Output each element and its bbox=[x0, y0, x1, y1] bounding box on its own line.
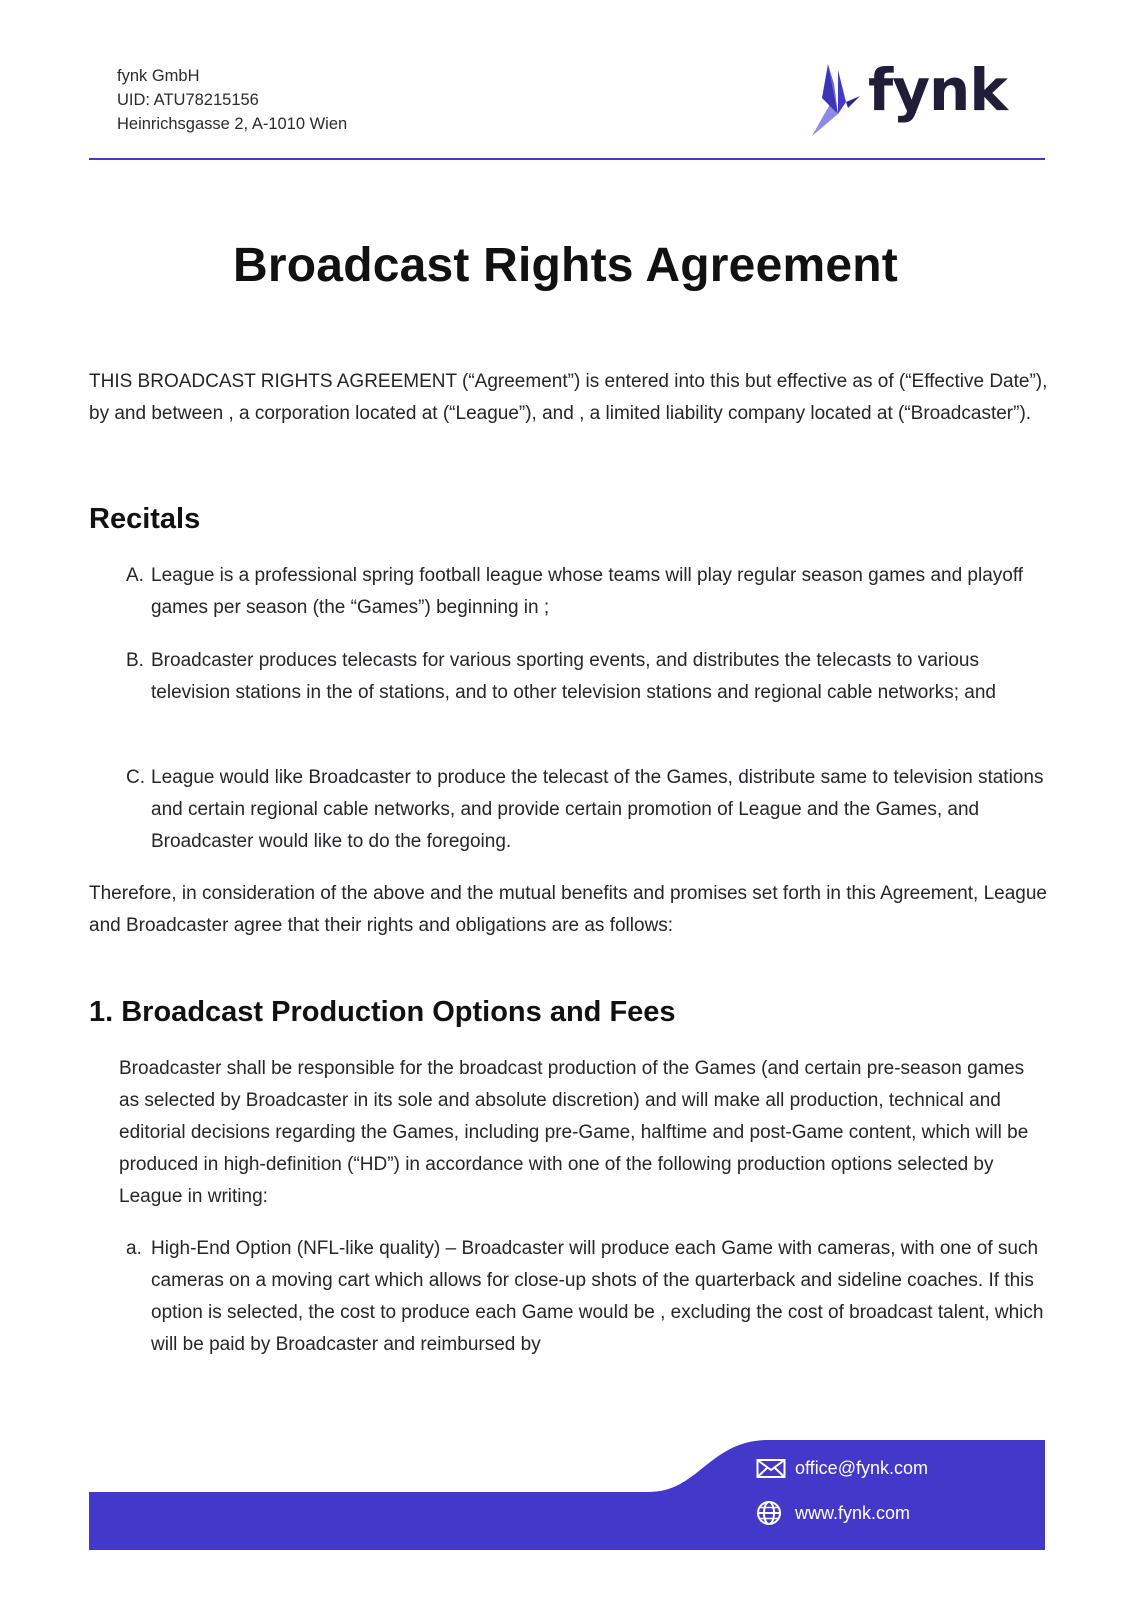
recital-text: League is a professional spring football league whose teams will play regular season games and playoff games per season (the “Games”) beginning in ; bbox=[151, 565, 1024, 618]
company-address: Heinrichsgasse 2, A-1010 Wien bbox=[117, 115, 348, 133]
option-marker: a. bbox=[126, 1238, 142, 1259]
company-name: fynk GmbH bbox=[117, 67, 200, 85]
envelope-icon bbox=[756, 1456, 786, 1480]
recital-item bbox=[124, 762, 1044, 858]
fynk-logo bbox=[808, 56, 1008, 142]
footer-website[interactable] bbox=[756, 1501, 1006, 1525]
recital-text: League would like Broadcaster to produce the telecast of the Games, distribute same to television stations and certain regional cable networks, and provide certain promotion of League and the Games, and Broadcaster would like to do the foregoing. bbox=[151, 767, 1044, 852]
document-title: Broadcast Rights Agreement bbox=[233, 239, 898, 292]
recital-item bbox=[124, 560, 1044, 624]
recital-text: Broadcaster produces telecasts for various sporting events, and distributes the telecasts to various television stations in the of stations, and to other television stations and regional cable networks; and bbox=[151, 650, 996, 703]
section-1-heading: 1. Broadcast Production Options and Fees bbox=[89, 996, 676, 1028]
section-1-body: Broadcaster shall be responsible for the broadcast production of the Games (and certain pre-season games as selected by Broadcaster in its sole and absolute discretion) and will make all production, technical and editorial decisions regarding the Games, including pre-Game, halftime and post-Game content, which will be produced in high-definition (“HD”) in accordance with one of the following production options selected by League in writing: bbox=[119, 1058, 1029, 1207]
footer-website-text[interactable]: www.fynk.com bbox=[795, 1503, 911, 1523]
intro-paragraph: THIS BROADCAST RIGHTS AGREEMENT (“Agreement”) is entered into this but effective as of (“Effective Date”), by and between , a corporation located at (“League”), and , a limited liability company located at (“Broadcaster”). bbox=[89, 371, 1048, 424]
fynk-bird-icon bbox=[808, 62, 868, 142]
header-divider bbox=[89, 158, 1045, 160]
recital-marker: A. bbox=[126, 565, 144, 586]
logo-wordmark: fynk bbox=[868, 56, 1007, 124]
option-text: High-End Option (NFL-like quality) – Broadcaster will produce each Game with cameras, with one of such cameras on a moving cart which allows for close-up shots of the quarterback and sideline coaches. If this option is selected, the cost to produce each Game would be , excluding the cost of broadcast talent, which will be paid by Broadcaster and reimbursed by bbox=[151, 1238, 1044, 1355]
recital-item bbox=[124, 645, 1044, 709]
therefore-paragraph: Therefore, in consideration of the above and the mutual benefits and promises set forth in this Agreement, League and Broadcaster agree that their rights and obligations are as follows: bbox=[89, 883, 1047, 936]
footer-email-text[interactable]: office@fynk.com bbox=[795, 1458, 928, 1478]
recitals-heading: Recitals bbox=[89, 503, 201, 535]
production-option-item bbox=[124, 1233, 1049, 1361]
recital-marker: C. bbox=[126, 767, 145, 788]
globe-icon bbox=[756, 1501, 786, 1525]
footer-email[interactable] bbox=[756, 1456, 1006, 1480]
company-uid: UID: ATU78215156 bbox=[117, 91, 259, 109]
company-info bbox=[117, 64, 347, 136]
recital-marker: B. bbox=[126, 650, 144, 671]
